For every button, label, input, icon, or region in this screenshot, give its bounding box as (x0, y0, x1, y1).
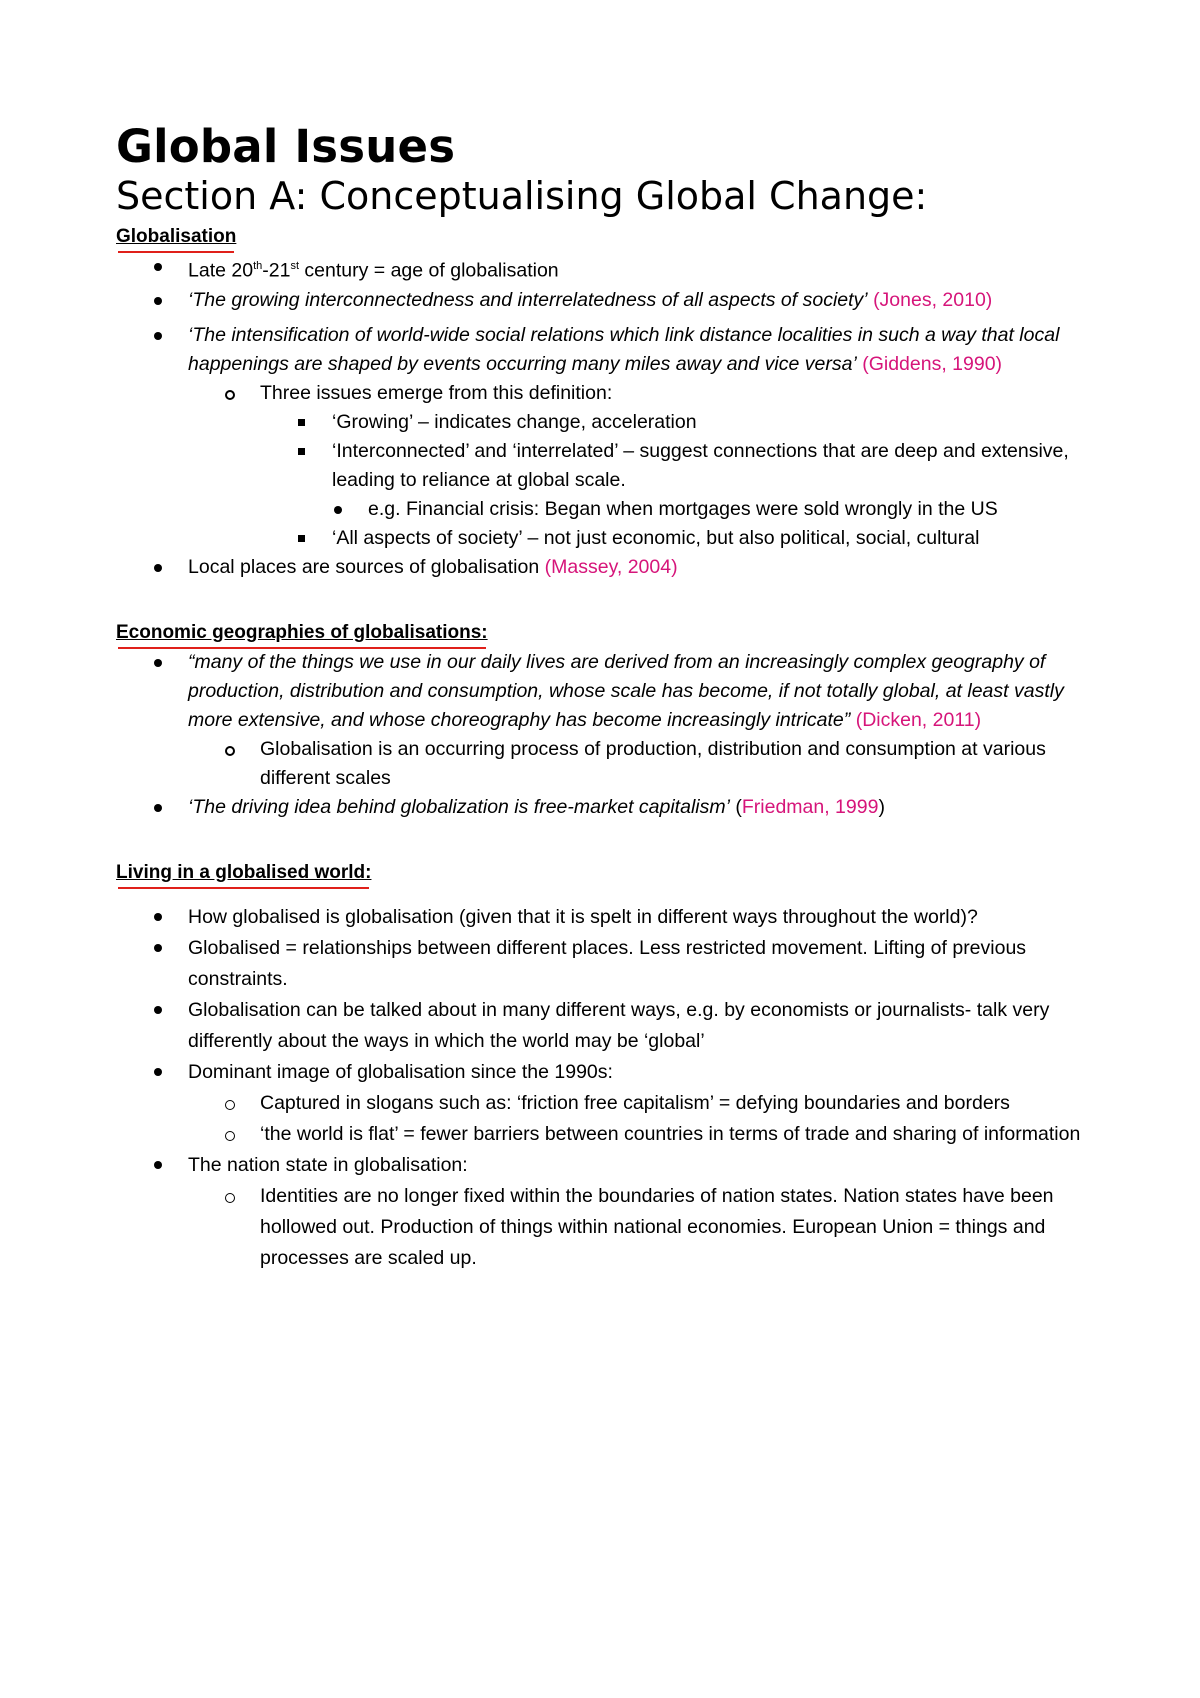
sub-sub-list (116, 408, 1106, 495)
list-item: Local places are sources of globalisation (Massey, 2004) (188, 555, 678, 578)
bullet-list (116, 648, 1106, 735)
quote-text: ‘The growing interconnectedness and interrelatedness of all aspects of society’ (188, 288, 868, 311)
list-item (116, 286, 1106, 315)
bullet-list (116, 1150, 1106, 1181)
bullet-list (116, 793, 1106, 822)
citation: Friedman, 1999 (741, 795, 879, 818)
document-subtitle: Section A: Conceptualising Global Change: (116, 174, 928, 218)
section-heading-globalisation: Globalisation (116, 224, 236, 251)
document-body (116, 122, 1106, 1274)
citation: (Dicken, 2011) (855, 708, 982, 731)
sub-list (116, 735, 1106, 793)
sub-list (116, 379, 1106, 408)
list-item: ‘Growing’ – indicates change, acceleration (332, 410, 697, 433)
bullet-list (116, 902, 1106, 1088)
list-item: The nation state in globalisation: (188, 1153, 468, 1176)
bullet-list (116, 553, 1106, 582)
citation: (Massey, 2004) (544, 555, 678, 578)
sub-list (116, 1088, 1106, 1150)
sub-sub-list (116, 524, 1106, 553)
list-item: Globalisation is an occurring process of production, distribution and consumption at various different scales (260, 737, 1046, 789)
list-item: ‘the world is flat’ = fewer barriers between countries in terms of trade and sharing of information (260, 1122, 1081, 1145)
list-item (116, 648, 1106, 735)
list-item: ‘Interconnected’ and ‘interrelated’ – suggest connections that are deep and extensive, leading to reliance at global scale. (332, 439, 1069, 491)
list-item: Late 20th-21st century = age of globalisation (188, 259, 559, 282)
quote-text: ‘The intensification of world-wide social relations which link distance localities in such a way that local happenings are shaped by events occurring many miles away and vice versa’ (188, 323, 1060, 375)
sub-sub-sub-list (116, 495, 1106, 524)
list-item: ‘The driving idea behind globalization is free-market capitalism’ (Friedman, 1999) (188, 795, 885, 818)
list-item: ‘All aspects of society’ – not just economic, but also political, social, cultural (332, 526, 980, 549)
document-title: Global Issues (116, 120, 456, 173)
bullet-list (116, 252, 1106, 379)
sub-list (116, 1181, 1106, 1274)
list-item: Dominant image of globalisation since the 1990s: (188, 1060, 613, 1083)
quote-text: “many of the things we use in our daily lives are derived from an increasingly complex geography of production, distribution and consumption, whose scale has become, if not totally global, at least vastly more extensive, and whose choreography has become increasingly intricate” (188, 650, 1064, 731)
citation: (Giddens, 1990) (862, 352, 1003, 375)
list-item: Three issues emerge from this definition: (260, 381, 613, 404)
list-item: Globalised = relationships between different places. Less restricted movement. Lifting of previous constraints. (188, 936, 1027, 990)
quote-text: ‘The driving idea behind globalization is free-market capitalism’ (188, 795, 730, 818)
list-item: e.g. Financial crisis: Began when mortgages were sold wrongly in the US (368, 497, 998, 520)
list-item (116, 321, 1106, 379)
list-item: Globalisation can be talked about in many different ways, e.g. by economists or journalists- talk very differently about the ways in which the world may be ‘global’ (188, 998, 1050, 1052)
section-heading-living-globalised-world: Living in a globalised world: (116, 860, 371, 887)
citation: (Jones, 2010) (873, 288, 993, 311)
list-item: Identities are no longer fixed within the boundaries of nation states. Nation states have been hollowed out. Production of things within national economies. European Union = things and processes are scaled up. (260, 1184, 1054, 1269)
section-heading-economic-geographies: Economic geographies of globalisations: (116, 620, 488, 647)
list-item: Captured in slogans such as: ‘friction free capitalism’ = defying boundaries and borders (260, 1091, 1010, 1114)
list-item: How globalised is globalisation (given that it is spelt in different ways throughout the world)? (188, 905, 978, 928)
